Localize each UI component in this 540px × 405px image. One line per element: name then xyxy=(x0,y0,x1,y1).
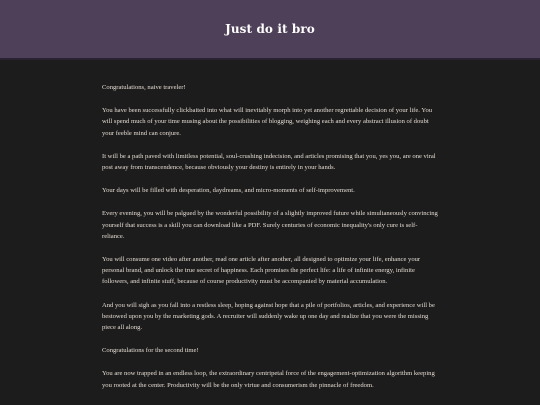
article-paragraph: You are now trapped in an endless loop, the extraordinary centripetal force of the engagement-optimization algorithm keeping you rooted at the center. Productivity will be the only virtue and consumerism the pinnacle of freedom. xyxy=(102,370,435,389)
article-paragraph: Every evening, you will be palgued by the wonderful possibility of a slightly improved future while simultaneously convincing yourself that success is a skill you can download like a PDF. Surely centuries of economic inequality's only cure is self-reliance. xyxy=(102,210,438,240)
article-paragraph: Your days will be filled with desperation, daydreams, and micro-moments of self-improvement. xyxy=(102,187,355,195)
article-paragraph: You have been successfully clickbaited into what will inevitably morph into yet another regrettable decision of your life. You will spend much of your time musing about the possibilities of blogging, weighing each and every abstract illusion of doubt your feeble mind can conjure. xyxy=(102,107,433,137)
article-paragraph: Congratulations for the second time! xyxy=(102,347,199,355)
article-paragraph: Congratulations, naive traveler! xyxy=(102,84,186,91)
article-paragraph: And you will sigh as you fall into a restless sleep, hoping against hope that a pile of portfolios, articles, and experience will be bestowed upon you by the marketing gods. A recruiter will suddenly wake up one day and realize that you were the missing piece all along. xyxy=(102,301,435,332)
article-paragraph: It will be a path paved with limitless potential, soul-crushing indecision, and articles promising that you, yes you, are one viral post away from transcendence, because obviously your destiny is entirely in your hands. xyxy=(102,152,436,172)
site-header xyxy=(0,0,540,60)
article-paragraph: You will consume one video after another, read one article after another, all designed to optimize your life, enhance your personal brand, and unlock the true secret of happiness. Each promises the perfect life: a life of infinite energy, infinite followers, and infinite stuff, because of course productivity must be accompanied by material accumulation. xyxy=(102,256,421,286)
site-title[interactable]: Just do it bro xyxy=(225,22,315,36)
article-body xyxy=(102,60,438,391)
